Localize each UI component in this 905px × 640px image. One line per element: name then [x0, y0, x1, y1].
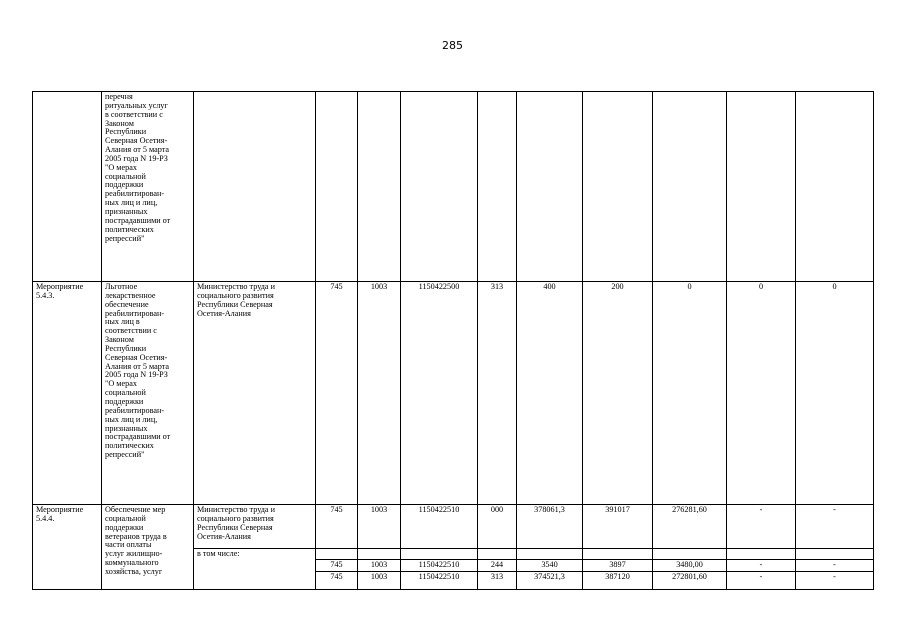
- value-cell: [517, 92, 583, 282]
- rz-pr-cell: 1003: [358, 505, 401, 549]
- value-cell: 387120: [583, 571, 653, 589]
- value-cell: 400: [517, 282, 583, 505]
- value-cell: 391017: [583, 505, 653, 549]
- page-number: 285: [442, 39, 463, 52]
- value-cell: 3897: [583, 560, 653, 572]
- vr-cell: [478, 92, 517, 282]
- csr-cell: [401, 92, 478, 282]
- rz-pr-cell: 1003: [358, 560, 401, 572]
- vr-cell: 000: [478, 505, 517, 549]
- ministry-cell: [194, 92, 316, 282]
- csr-cell: 1150422510: [401, 571, 478, 589]
- description-cell: перечня ритуальных услуг в соответствии с Законом Республики Северная Осетия- Алания от 5 марта 2005 года N 19-РЗ "О мерах социальной поддержки реабилитирован- ных лиц и лиц, признанных пострадавшими от политических репрессий": [102, 92, 194, 282]
- value-cell: 0: [796, 282, 874, 505]
- value-cell: 3540: [517, 560, 583, 572]
- ministry-cell: Министерство труда и социального развития Республики Северная Осетия-Алания: [194, 505, 316, 549]
- grbs-cell: 745: [316, 571, 358, 589]
- value-cell: 0: [653, 282, 727, 505]
- grbs-cell: 745: [316, 282, 358, 505]
- including-label: в том числе:: [194, 549, 316, 590]
- grbs-cell: [316, 92, 358, 282]
- value-cell: 200: [583, 282, 653, 505]
- value-cell: 276281,60: [653, 505, 727, 549]
- vr-cell: 244: [478, 560, 517, 572]
- csr-cell: 1150422510: [401, 505, 478, 549]
- measure-cell: [33, 92, 102, 282]
- ministry-cell: Министерство труда и социального развития Республики Северная Осетия-Алания: [194, 282, 316, 505]
- measure-cell: Мероприятие 5.4.3.: [33, 282, 102, 505]
- table-row: [33, 282, 874, 505]
- value-cell: [653, 92, 727, 282]
- description-cell: Обеспечение мер социальной поддержки ветеранов труда в части оплаты услуг жилищно- коммунального хозяйства, услуг: [102, 505, 194, 590]
- csr-cell: 1150422510: [401, 560, 478, 572]
- value-cell: -: [727, 560, 796, 572]
- value-cell: 374521,3: [517, 571, 583, 589]
- table-row: [33, 92, 874, 282]
- value-cell: [583, 92, 653, 282]
- rz-pr-cell: 1003: [358, 571, 401, 589]
- csr-cell: 1150422500: [401, 282, 478, 505]
- value-cell: [727, 92, 796, 282]
- measure-cell: Мероприятие 5.4.4.: [33, 505, 102, 590]
- vr-cell: 313: [478, 571, 517, 589]
- value-cell: [796, 92, 874, 282]
- table-row: [33, 505, 874, 549]
- value-cell: -: [727, 505, 796, 549]
- grbs-cell: 745: [316, 505, 358, 549]
- value-cell: 378061,3: [517, 505, 583, 549]
- value-cell: -: [727, 571, 796, 589]
- value-cell: -: [796, 505, 874, 549]
- value-cell: 3480,00: [653, 560, 727, 572]
- value-cell: 0: [727, 282, 796, 505]
- rz-pr-cell: 1003: [358, 282, 401, 505]
- value-cell: -: [796, 571, 874, 589]
- vr-cell: 313: [478, 282, 517, 505]
- description-cell: Льготное лекарственное обеспечение реабилитирован- ных лиц в соответствии с Законом Республики Северная Осетия- Алания от 5 марта 2005 года N 19-РЗ "О мерах социальной поддержки реабилитирован- ных лиц и лиц, признанных пострадавшими от политических репрессий": [102, 282, 194, 505]
- grbs-cell: 745: [316, 560, 358, 572]
- value-cell: 272801,60: [653, 571, 727, 589]
- value-cell: -: [796, 560, 874, 572]
- program-table: [32, 91, 874, 590]
- rz-pr-cell: [358, 92, 401, 282]
